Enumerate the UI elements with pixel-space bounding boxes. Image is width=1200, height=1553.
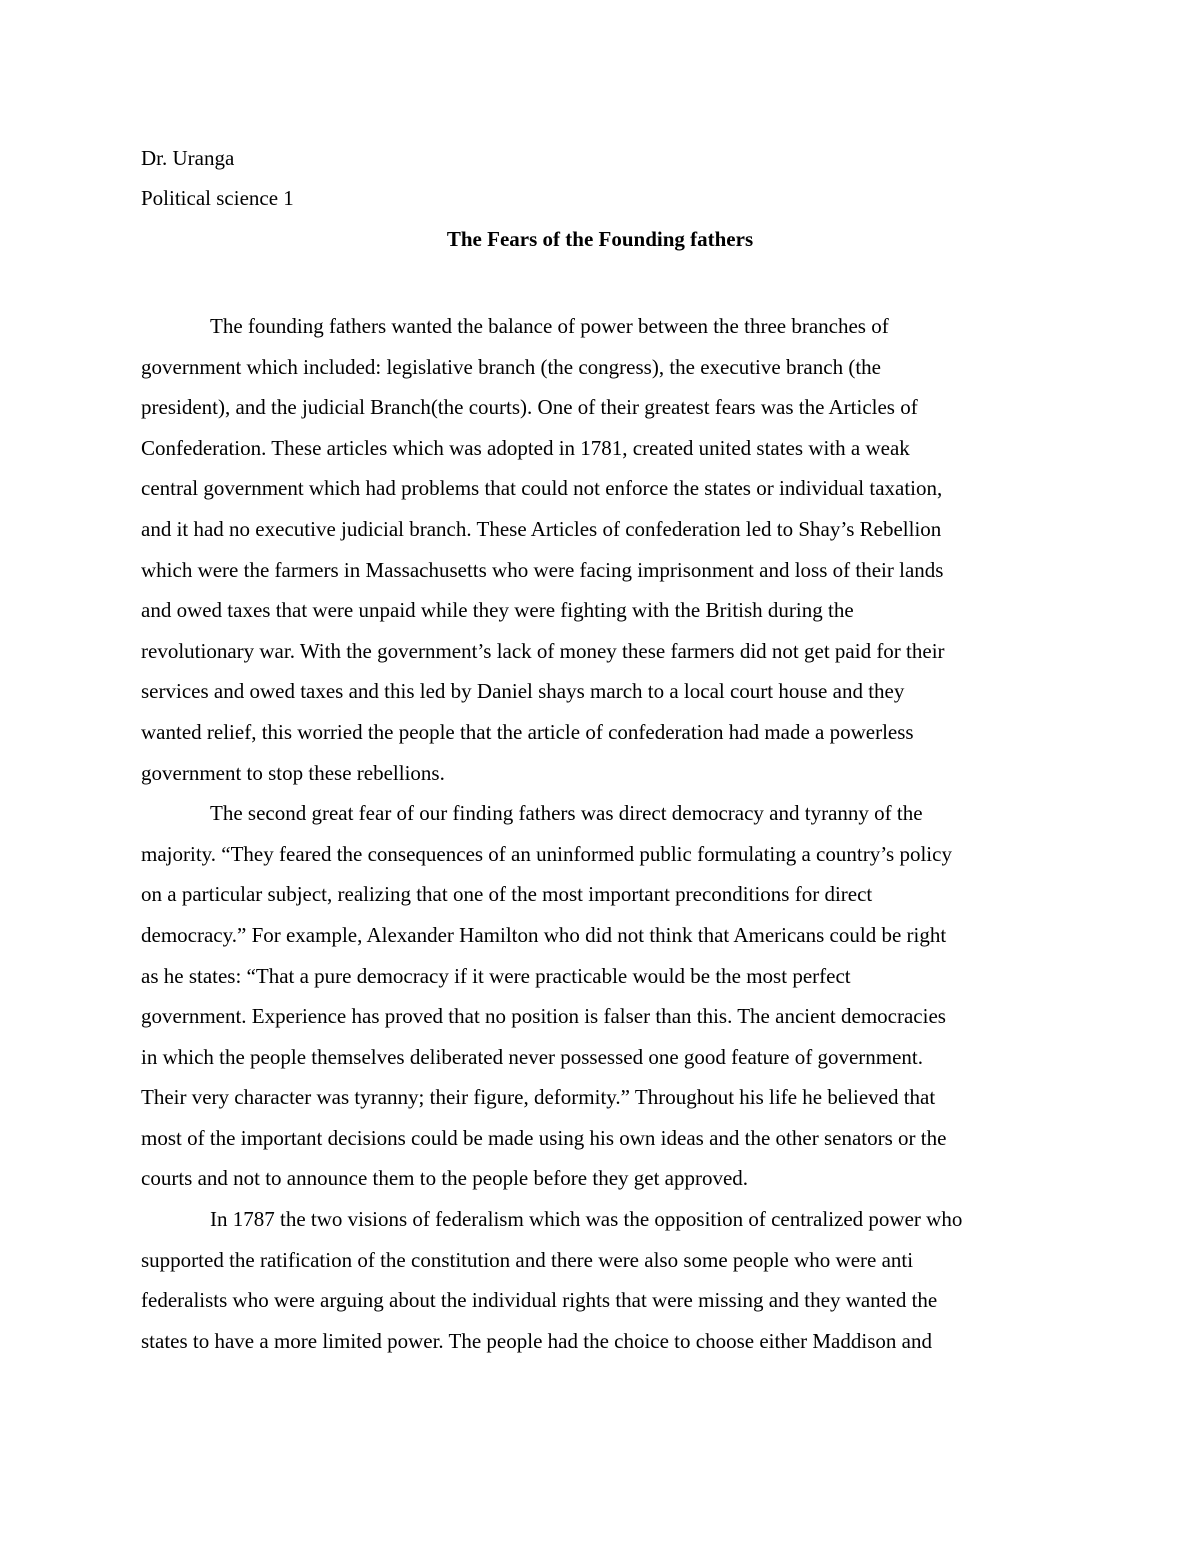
text-line: majority. “They feared the consequences of an uninformed public formulating a country’s policy	[141, 841, 952, 866]
text-line: Their very character was tyranny; their figure, deformity.” Throughout his life he believed that	[141, 1085, 936, 1110]
text-line: democracy.” For example, Alexander Hamilton who did not think that Americans could be right	[141, 922, 947, 947]
essay-title: The Fears of the Founding fathers	[446, 227, 754, 251]
text-line: and it had no executive judicial branch. These Articles of confederation led to Shay’s Rebellion	[141, 516, 942, 541]
text-line: as he states: “That a pure democracy if it were practicable would be the most perfect	[141, 963, 851, 988]
text-line: government to stop these rebellions.	[141, 760, 445, 785]
text-line: The founding fathers wanted the balance of power between the three branches of	[210, 314, 889, 338]
text-line: on a particular subject, realizing that one of the most important preconditions for direct	[141, 882, 873, 907]
text-line: services and owed taxes and this led by Daniel shays march to a local court house and they	[141, 679, 905, 704]
text-line: federalists who were arguing about the individual rights that were missing and they wanted the	[141, 1288, 938, 1313]
text-line: most of the important decisions could be made using his own ideas and the other senators or the	[141, 1125, 947, 1150]
course-line: Political science 1	[141, 186, 294, 210]
author-line: Dr. Uranga	[141, 146, 235, 170]
text-line: government which included: legislative branch (the congress), the executive branch (the	[141, 354, 881, 379]
text-line: The second great fear of our finding fathers was direct democracy and tyranny of the	[210, 801, 923, 826]
text-line: Confederation. These articles which was adopted in 1781, created united states with a weak	[141, 435, 910, 460]
paragraph-2	[141, 793, 1061, 1199]
text-line: government. Experience has proved that no position is falser than this. The ancient democracies	[141, 1004, 946, 1029]
text-line: wanted relief, this worried the people that the article of confederation had made a powerless	[141, 719, 914, 744]
text-line: in which the people themselves deliberated never possessed one good feature of government.	[141, 1044, 923, 1069]
text-line: courts and not to announce them to the people before they get approved.	[141, 1166, 749, 1191]
text-line: states to have a more limited power. The people had the choice to choose either Maddison and	[141, 1328, 932, 1353]
paragraph-1	[141, 306, 1061, 793]
text-line: central government which had problems that could not enforce the states or individual taxation,	[141, 476, 943, 501]
essay-body	[141, 306, 1061, 1361]
text-line: supported the ratification of the constitution and there were also some people who were anti	[141, 1247, 914, 1272]
text-line: president), and the judicial Branch(the courts). One of their greatest fears was the Articles of	[141, 395, 918, 420]
text-line: which were the farmers in Massachusetts who were facing imprisonment and loss of their lands	[141, 557, 944, 582]
text-line: revolutionary war. With the government’s lack of money these farmers did not get paid for their	[141, 638, 945, 663]
paragraph-3	[141, 1199, 1061, 1361]
text-line: In 1787 the two visions of federalism which was the opposition of centralized power who	[210, 1207, 963, 1232]
text-line: and owed taxes that were unpaid while they were fighting with the British during the	[141, 598, 854, 623]
